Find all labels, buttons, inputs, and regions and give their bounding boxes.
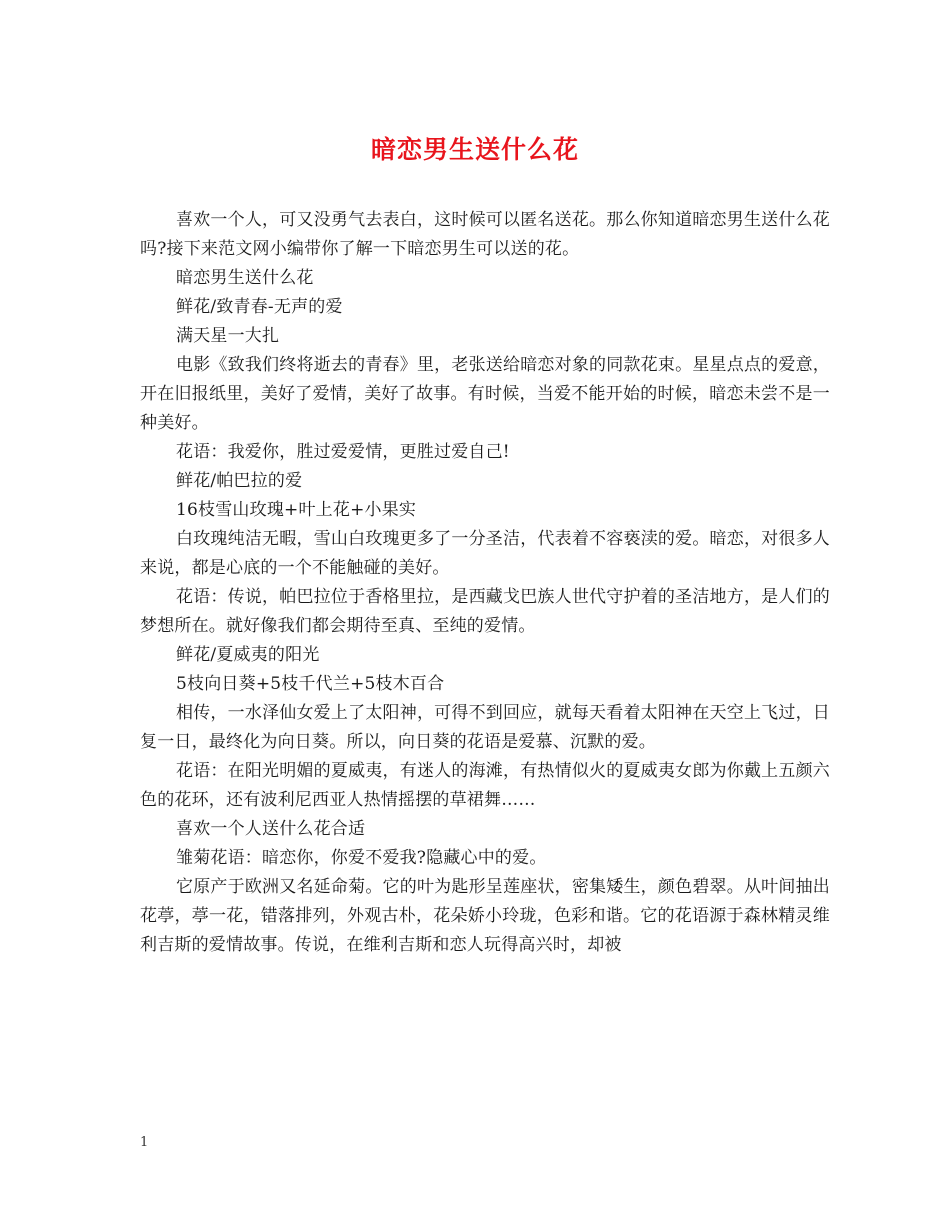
paragraph-heading-like-someone: 喜欢一个人送什么花合适	[176, 819, 366, 839]
paragraph-snow-roses: 16枝雪山玫瑰+叶上花+小果实	[176, 500, 417, 520]
paragraph-flower-language-1: 花语：我爱你，胜过爱爱情，更胜过爱自己!	[176, 442, 510, 462]
page-number: 1	[140, 1135, 149, 1150]
paragraph-daisy-origin: 它原产于欧洲又名延命菊。它的叶为匙形呈莲座状，密集矮生，颜色碧翠。从叶间抽出花葶，葶一花，错落排列，外观古朴，花朵娇小玲珑，色彩和谐。它的花语源于森林精灵维利吉斯的爱情故事。传说，在维利吉斯和恋人玩得高兴时，却被	[140, 877, 830, 955]
document-title: 暗恋男生送什么花	[370, 135, 579, 164]
paragraph-flower-hawaii: 鲜花/夏威夷的阳光	[176, 645, 320, 665]
paragraph-flower-language-2: 花语：传说，帕巴拉位于香格里拉，是西藏戈巴族人世代守护着的圣洁地方，是人们的梦想所在。就好像我们都会期待至真、至纯的爱情。	[140, 587, 830, 636]
paragraph-heading-secret-crush: 暗恋男生送什么花	[176, 268, 314, 288]
paragraph-flower-language-3: 花语：在阳光明媚的夏威夷，有迷人的海滩，有热情似火的夏威夷女郎为你戴上五颜六色的花环，还有波利尼西亚人热情摇摆的草裙舞……	[140, 761, 830, 810]
document-body	[140, 206, 830, 960]
paragraph-babys-breath: 满天星一大扎	[176, 326, 280, 346]
paragraph-intro: 喜欢一个人，可又没勇气去表白，这时候可以匿名送花。那么你知道暗恋男生送什么花吗?接下来范文网小编带你了解一下暗恋男生可以送的花。	[140, 210, 830, 259]
paragraph-sunflowers: 5枝向日葵+5枝千代兰+5枝木百合	[176, 674, 445, 694]
paragraph-white-rose: 白玫瑰纯洁无暇，雪山白玫瑰更多了一分圣洁，代表着不容亵渎的爱。暗恋，对很多人来说，都是心底的一个不能触碰的美好。	[140, 529, 830, 578]
paragraph-daisy-language: 雏菊花语：暗恋你，你爱不爱我?隐藏心中的爱。	[176, 848, 547, 868]
paragraph-movie-story: 电影《致我们终将逝去的青春》里，老张送给暗恋对象的同款花束。星星点点的爱意，开在旧报纸里，美好了爱情，美好了故事。有时候，当爱不能开始的时候，暗恋未尝不是一种美好。	[140, 355, 830, 433]
paragraph-flower-pabala: 鲜花/帕巴拉的爱	[176, 471, 303, 491]
paragraph-sunflower-legend: 相传，一水泽仙女爱上了太阳神，可得不到回应，就每天看着太阳神在天空上飞过，日复一日，最终化为向日葵。所以，向日葵的花语是爱慕、沉默的爱。	[140, 703, 830, 752]
paragraph-flower-youth: 鲜花/致青春-无声的爱	[176, 297, 343, 317]
